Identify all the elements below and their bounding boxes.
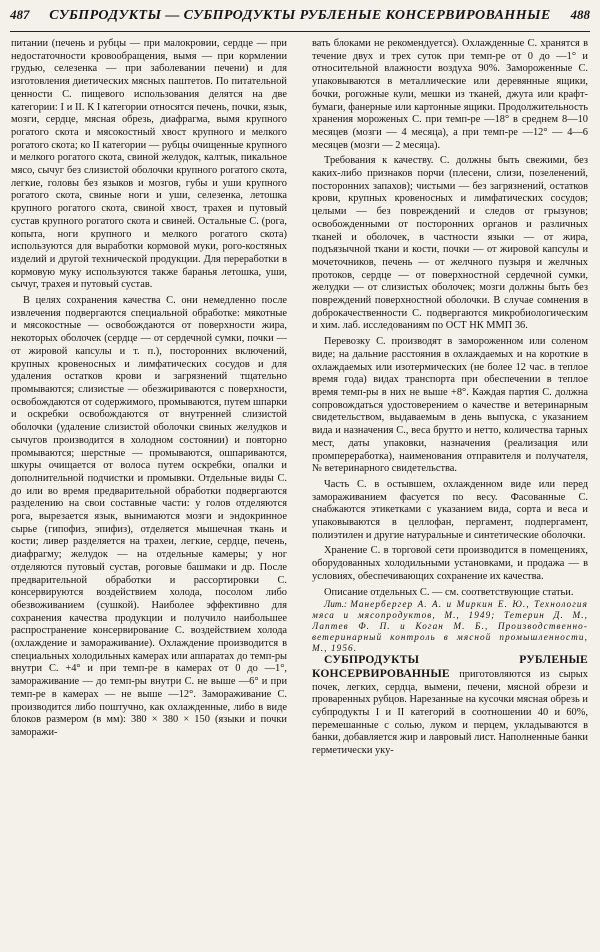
entry-headword: СУБПРОДУКТЫ РУБЛЕНЫЕ КОНСЕРВИРОВАННЫЕ — [312, 653, 588, 680]
paragraph: Требования к качеству. С. должны быть свежими, без каких-либо признаков порчи (плесени, слизи, позеленений, посторонних запахов); чистыми — без загрязнений, остатков крови, крупных кровеносных и лимфатических сосудов; целыми — без повреждений и следов от грызунов; освобожденными от посторонних органов и различных тканей и оболочек, в частности языки — от жира, подъязычной ткани и кости, почки — от жировой капсулы и мочеточников, печень — от желчного пузыря и желчных протоков, сердце — от поверхностной сердечной сумки, желудки — от слизистых оболочек; мозги должны быть без повреждений поверхностной оболочки. В случае сомнения в доброкачественности С. подвергаются микробиологическим и хим. лаб. исследованиям по ОСТ НК ММП 36. — [312, 155, 588, 332]
page-number-left: 487 — [10, 7, 30, 22]
paragraph: Перевозку С. производят в замороженном или соленом виде; на дальние расстояния в охлаждаемых и на короткие в охлаждаемых или изотермических (не более 12 час. в теплое время года) видах транспорта при обеспечении в теплое время темп-ры в них не выше +8°. Каждая партия С. должна сопровождаться удостоверением о качестве и ветеринарным свидетельством, выдаваемым в день выпуска, с указанием вида и назначения С., веса брутто и нетто, количества тарных мест, даты упаковки, назначения (реализация или промпереработка), наименования отправителя и получателя, № ветеринарного свидетельства. — [312, 336, 588, 475]
article-entry — [312, 654, 588, 758]
paragraph: вать блоками не рекомендуется). Охлажденные С. хранятся в течение двух и трех суток при темп-ре от 0 до —1° и относительной влажности воздуха 90%. Замороженные С. упаковываются в металлические или деревянные ящики, бочки, рогожные кули, мешки из тканей, джута или крафт-бумаги, фанерные или картонные ящики. Продолжительность хранения мороженых С. при темп-ре —18° в среднем 8—10 месяцев (мозги — 4 месяца), а при темп-ре —12° — 4—6 месяцев (мозги — 2 месяца). — [312, 38, 588, 151]
right-column — [312, 38, 588, 948]
literature-note — [312, 599, 588, 654]
page-number-right: 488 — [570, 7, 590, 22]
running-header — [10, 7, 590, 31]
literature-text: Манербергер А. А. и Миркин Е. Ю., Технология мяса и мясопродуктов, М., 1949; Тетерин Д. М., Лаптев Ф. П. и Коган М. Б., Производственно-ветеринарный контроль в мясной промышленности, М., 1956. — [312, 599, 588, 654]
left-column — [11, 38, 287, 948]
paragraph: В целях сохранения качества С. они немедленно после извлечения подвергаются специальной обработке: мякотные и мясокостные — освобождаются от поверхности жира, некоторых оболочек (сердце — от сердечной сумки, почки — от жировой капсулы и т. п.), посторонних включений, крупных кровеносных и лимфатических сосудов и для удаления остатков крови и загрязнений тщательно промываются; слизистые — обезжириваются с поверхности, освобождаются от содержимого, промываются, путем шпарки и оскребки освобождаются от внутренней слизистой оболочки (удаление слизистой оболочки свиных желудков и сычугов производится в холодном состоянии) и повторно промываются; шерстные — промываются, ошпариваются, шкуры очищается от волоса путем оскребки, опалки и дополнительной подчистки и промывки. Отдельные виды С. до или во время предварительной обработки подвергаются разделению на свои составные части: у голов отделяются рога, вырезается язык, вынимаются мозги и эндокринное сырье (гипофиз, эпифиз), отделяется мышечная ткань и кости; ливер разделяется на трахеи, легкие, сердце, печень, диафрагму; желудок — на отдельные камеры; у ног отделяются путовый сустав, роговые башмаки и др. После предварительной обработки и рассортировки С. консервируются воздействием холода, посолом либо обезвоживанием (сушкой). Наиболее эффективно для сохранения качества продукции и получило наибольшее распространение консервирование С. воздействием холода (охлаждение и замораживание). Охлаждение производится в специальных холодильных камерах или аппаратах до темп-ры внутри С. +4° и при темп-ре в камерах от 0 до —1°, замораживание — до темп-ры внутри С. не выше —6° и при темп-ре в камерах — не выше —12°. Замораживание С. производится либо поштучно, как охлажденные, либо в виде блоков размером (в мм): 380 × 380 × 150 (языки и почки заморажи- — [11, 295, 287, 738]
paragraph: Хранение С. в торговой сети производится в помещениях, оборудованных холодильными установками, и продажа — в условиях, обеспечивающих сохранение их качества. — [312, 545, 588, 582]
paragraph: Описание отдельных С. — см. соответствующие статьи. — [324, 586, 574, 598]
literature-label: Лит.: — [324, 599, 347, 610]
paragraph: Часть С. в остывшем, охлажденном виде или перед замораживанием фасуется по весу. Фасованные С. снабжаются этикетками с указанием вида, сорта и веса и упаковываются в целлофан, пергамент, подпергамент, полиэтилен и другие натуральные и синтетические оболочки. — [312, 478, 588, 541]
header-rule — [10, 31, 590, 32]
paragraph: питании (печень и рубцы — при малокровии, сердце — при недостаточности кровообращения, вымя — при кормлении грудью, селезенка — при заболевании печени) и для изготовления диетических мясных паштетов. По питательной ценности С. пищевого использования делятся на две категории: I и II. К I категории относятся печень, почки, язык, мозги, сердце, мясная обрезь, диафрагма, вымя крупного рогатого скота и мясокостный хвост крупного и мелкого рогатого скота; ко II категории — рубцы очищенные крупного и мелкого рогатого скота, свиной желудок, калтык, пикальное мясо, сычуг без слизистой оболочки крупного рогатого скота, легкие, головы без языков и мозгов, губы и уши крупного рогатого скота, свиные ноги и уши, селезенка, летошка крупного рогатого скота, свиной хвост, трахея и путовый сустав крупного рогатого скота и свиней. Остальные С. (рога, копыта, ноги крупного и мелкого рогатого скота) используются для выработки кормовой муки, рого-костяных изделий и другой технической продукции. Для переработки в кормовую муку используются также баранья летошка, уши, сычуг, трахея и путовый сустав. — [11, 38, 287, 291]
running-title: СУБПРОДУКТЫ — СУБПРОДУКТЫ РУБЛЕНЫЕ КОНСЕРВИРОВАННЫЕ — [49, 8, 551, 23]
entry-text: приготовляются из сырых почек, легких, сердца, вымени, печени, мясной обрези и проваренных рубцов. Нарезанные на кусочки мясная обрезь и субпродукты I и II категорий в соотношении 40 и 60%, перемешанные с солью, луком и перцем, укладываются в банки, добавляется жир и лавровый лист. Наполненные банки герметически уку- — [312, 668, 588, 757]
